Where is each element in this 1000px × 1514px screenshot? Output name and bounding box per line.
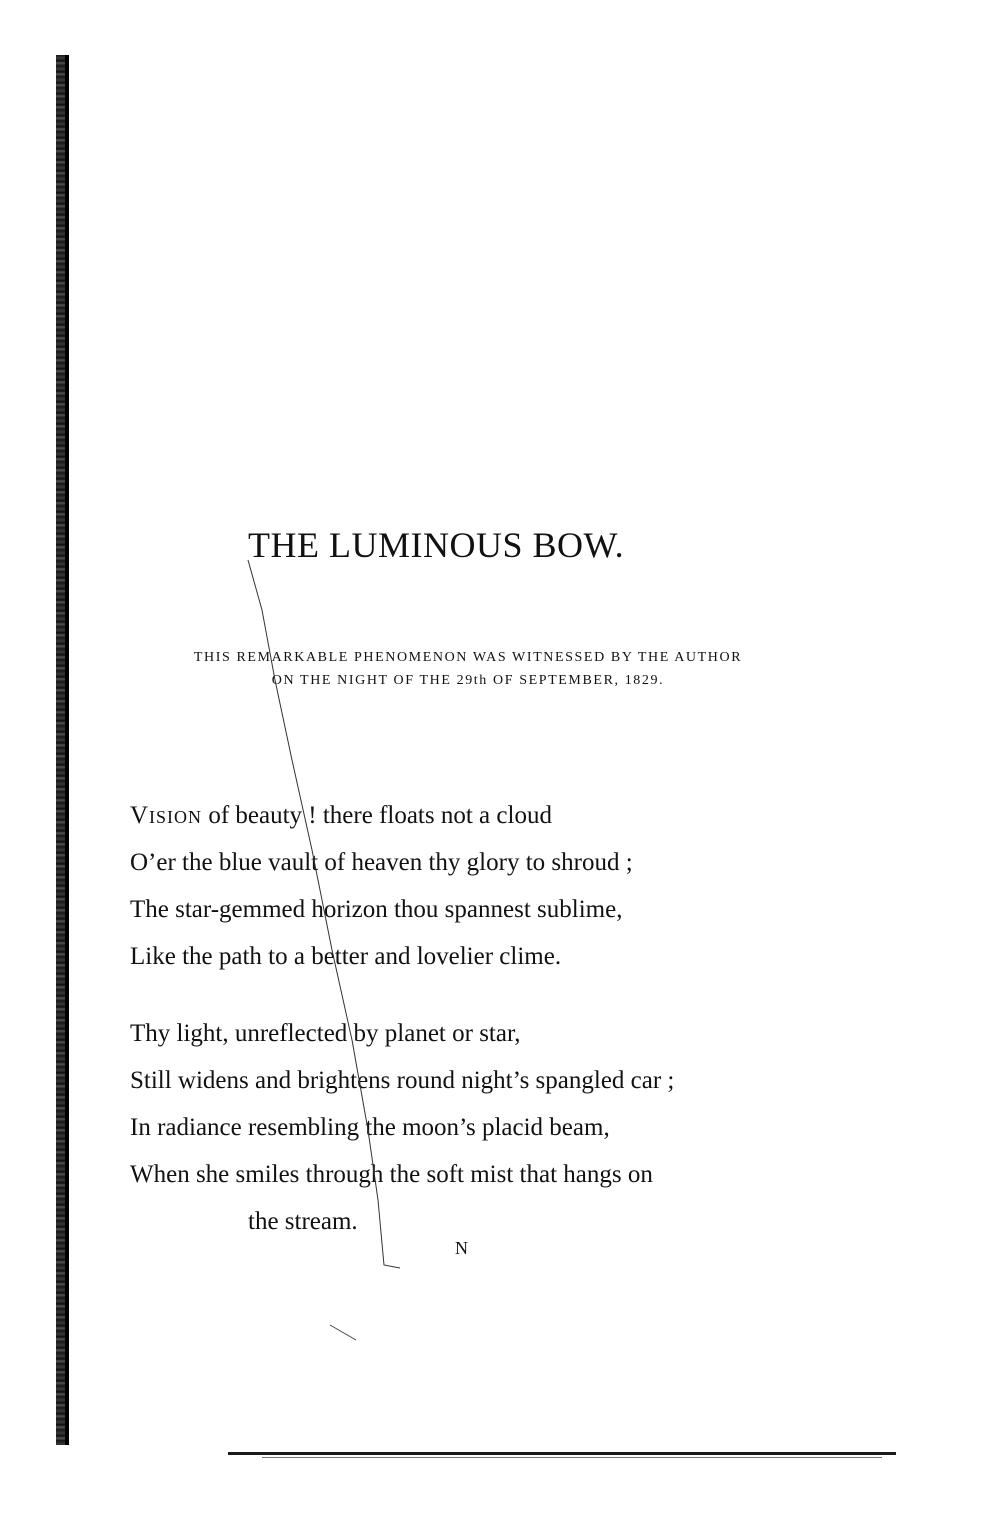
verse-line: In radiance resembling the moon’s placid beam, xyxy=(130,1114,610,1141)
verse-line: Still widens and brightens round night’s spangled car ; xyxy=(130,1067,675,1094)
bottom-rule-fine xyxy=(262,1457,882,1458)
signature-mark: N xyxy=(455,1238,468,1258)
subtitle-line-1: THIS REMARKABLE PHENOMENON WAS WITNESSED BY THE AUTHOR xyxy=(193,650,743,665)
verse-line-continuation: the stream. xyxy=(248,1208,358,1235)
verse-line: When she smiles through the soft mist that hangs on xyxy=(130,1161,653,1188)
poem-subtitle xyxy=(128,646,808,692)
verse-line xyxy=(130,792,674,839)
stanza-1 xyxy=(130,792,674,980)
verse-line: O’er the blue vault of heaven thy glory to shroud ; xyxy=(130,849,633,876)
stanza-2 xyxy=(130,1010,674,1245)
binding-edge xyxy=(56,55,68,1445)
bottom-rule xyxy=(228,1452,896,1455)
first-word: Vision xyxy=(130,802,203,829)
poem-title: THE LUMINOUS BOW. xyxy=(248,525,625,565)
verse-line: Like the path to a better and lovelier clime. xyxy=(130,943,562,970)
subtitle-line-2: ON THE NIGHT OF THE 29th OF SEPTEMBER, 1829. xyxy=(271,673,665,688)
verse-line: The star-gemmed horizon thou spannest sublime, xyxy=(130,896,623,923)
verse-line-rest: of beauty ! there floats not a cloud xyxy=(202,802,552,829)
verse-line: Thy light, unreflected by planet or star, xyxy=(130,1020,521,1047)
poem-body xyxy=(130,792,674,1275)
